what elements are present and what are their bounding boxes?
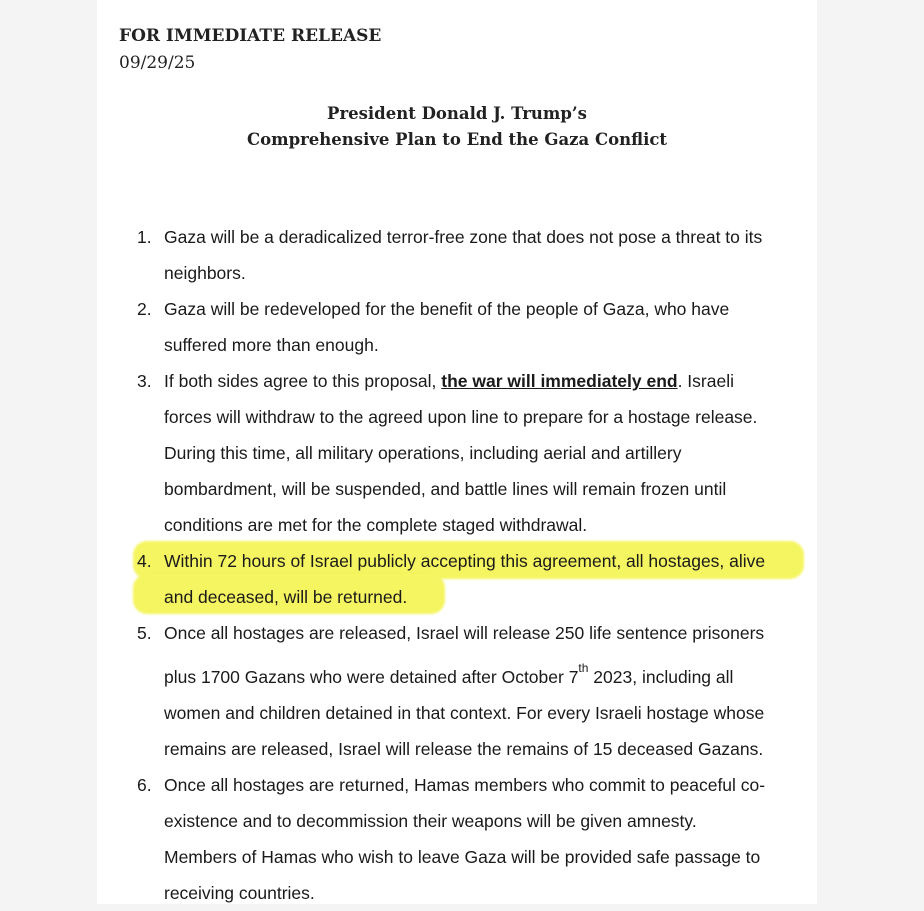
list-item-text-segment: 2023, including all [588, 667, 734, 687]
list-item-number: 6. [137, 775, 152, 795]
list-item-text: Gaza will be a deradicalized terror-free zone that does not pose a threat to its [164, 227, 763, 247]
list-item-text: neighbors. [164, 263, 246, 283]
list-item-number: 1. [137, 227, 152, 247]
list-item-text: During this time, all military operations, including aerial and artillery [164, 443, 682, 463]
list-item-text [164, 659, 733, 695]
list-item-text: bombardment, will be suspended, and battle lines will remain frozen until [164, 479, 727, 499]
release-label: FOR IMMEDIATE RELEASE [119, 26, 382, 46]
ordinal-suffix: th [578, 661, 589, 676]
list-item-text: suffered more than enough. [164, 335, 379, 355]
list-item-text-segment: plus 1700 Gazans who were detained after October 7 [164, 667, 579, 687]
list-item-text: receiving countries. [164, 883, 315, 903]
document-page [97, 0, 817, 904]
list-item-text: Members of Hamas who wish to leave Gaza will be provided safe passage to [164, 847, 761, 867]
list-item-text: remains are released, Israel will release the remains of 15 deceased Gazans. [164, 739, 764, 759]
list-item-number: 3. [137, 371, 152, 391]
list-item-text: women and children detained in that context. For every Israeli hostage whose [164, 703, 765, 723]
document-title-line-1: President Donald J. Trump’s [327, 104, 587, 123]
release-date: 09/29/25 [119, 53, 196, 73]
list-item-text: Gaza will be redeveloped for the benefit of the people of Gaza, who have [164, 299, 730, 319]
list-item-text-segment: If both sides agree to this proposal, [164, 371, 442, 391]
list-item-text: Once all hostages are returned, Hamas members who commit to peaceful co- [164, 775, 766, 795]
list-item-text: and deceased, will be returned. [164, 587, 408, 607]
document-title-line-2: Comprehensive Plan to End the Gaza Conflict [246, 130, 668, 149]
list-item-text: existence and to decommission their weapons will be given amnesty. [164, 811, 697, 831]
list-item-text: Within 72 hours of Israel publicly accepting this agreement, all hostages, alive [164, 551, 766, 571]
list-item-text: conditions are met for the complete staged withdrawal. [164, 515, 588, 535]
list-item-number: 5. [137, 623, 152, 643]
list-item-number: 2. [137, 299, 152, 319]
list-item-text: Once all hostages are released, Israel will release 250 life sentence prisoners [164, 623, 765, 643]
emphasized-text: the war will immediately end [441, 371, 678, 391]
list-item-text [164, 363, 734, 399]
list-item-text: forces will withdraw to the agreed upon line to prepare for a hostage release. [164, 407, 758, 427]
list-item-text-segment: . Israeli [677, 371, 734, 391]
list-item-number: 4. [137, 551, 152, 571]
